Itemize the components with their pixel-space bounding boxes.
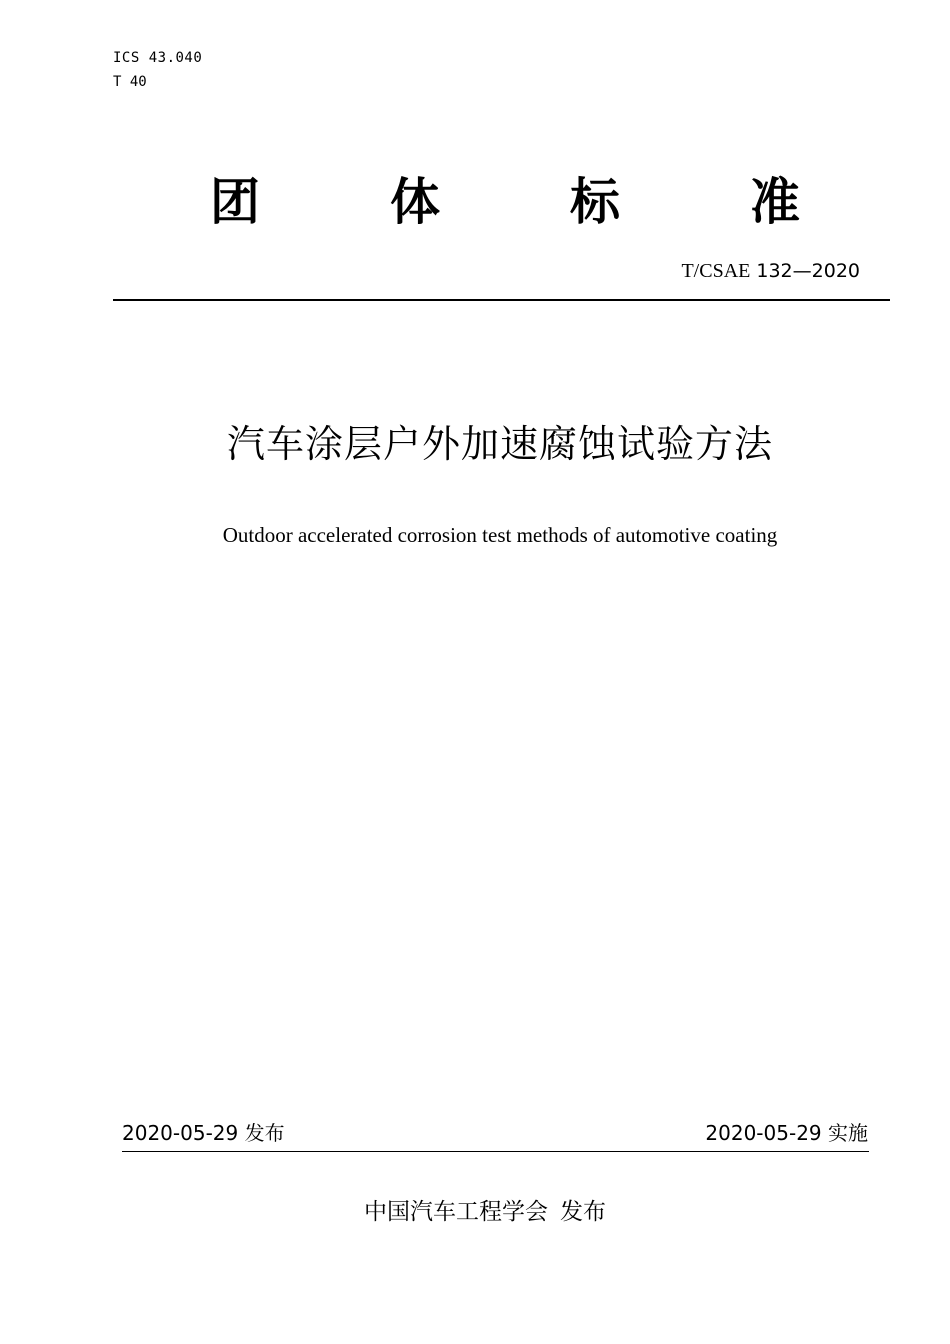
- document-title-english: Outdoor accelerated corrosion test methods of automotive coating: [222, 523, 778, 547]
- issue-date: 2020-05-29 发布: [122, 1121, 285, 1145]
- standard-number: [681, 258, 860, 284]
- implementation-date: 2020-05-29 实施: [705, 1121, 868, 1145]
- standard-type-char-2: 体: [390, 173, 440, 231]
- standard-type-char-3: 标: [570, 173, 620, 231]
- standard-type-char-4: 准: [750, 173, 800, 231]
- publisher-line: [364, 1196, 606, 1228]
- header-divider: [113, 299, 890, 301]
- standard-type-heading: [210, 170, 800, 234]
- document-title-chinese: 汽车涂层户外加速腐蚀试验方法: [226, 422, 773, 466]
- standard-type-char-1: 团: [210, 173, 260, 231]
- ccs-code: T 40: [113, 74, 147, 90]
- publisher-name: 中国汽车工程学会: [364, 1199, 548, 1225]
- footer-divider: [122, 1151, 869, 1152]
- ics-code: ICS 43.040: [113, 50, 203, 66]
- standard-number-code: T/CSAE: [681, 260, 751, 282]
- standard-number-value: 132—2020: [756, 260, 860, 282]
- publisher-action: 发布: [560, 1199, 606, 1225]
